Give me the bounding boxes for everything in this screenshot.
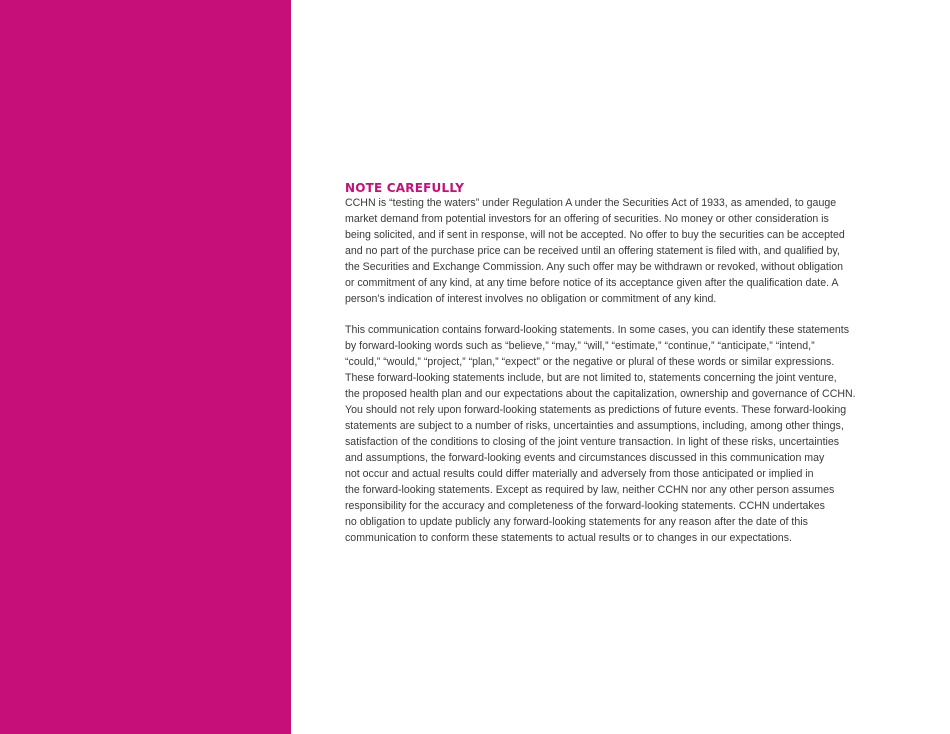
paragraph-forward-looking-statements: This communication contains forward-looking statements. In some cases, you can identify these statements by forward-looking words such as “believe,” “may,” “will,” “estimate,” “continue,” “anticipate,” “intend,” “could,” “would,” “project,” “plan,” “expect” or the negative or plural of these words or similar expressions. These forward-looking statements include, but are not limited to, statements concerning the joint venture, the proposed health plan and our expectations about the capitalization, ownership and governance of CCHN. You should not rely upon forward-looking statements as predictions of future events. These forward-looking statements are subject to a number of risks, uncertainties and assumptions, including, among other things, satisfaction of the conditions to closing of the joint venture transaction. In light of these risks, uncertainties and assumptions, the forward-looking events and circumstances discussed in this communication may not occur and actual results could differ materially and adversely from those anticipated or implied in the forward-looking statements. Except as required by law, neither CCHN nor any other person assumes responsibility for the accuracy and completeness of the forward-looking statements. CCHN undertakes no obligation to update publicly any forward-looking statements for any reason after the date of this communication to conform these statements to actual results or to changes in our expectations. bbox=[345, 324, 856, 544]
paragraph-testing-the-waters: CCHN is “testing the waters” under Regulation A under the Securities Act of 1933, as amended, to gauge market demand from potential investors for an offering of securities. No money or other consideration is being solicited, and if sent in response, will not be accepted. No offer to buy the securities can be accepted and no part of the purchase price can be received until an offering statement is filed with, and qualified by, the Securities and Exchange Commission. Any such offer may be withdrawn or revoked, without obligation or commitment of any kind, at any time before notice of its acceptance given after the qualification date. A person’s indication of interest involves no obligation or commitment of any kind. bbox=[345, 197, 845, 305]
heading-note-carefully: NOTE CAREFULLY bbox=[345, 181, 465, 195]
disclaimer-content bbox=[345, 181, 905, 547]
magenta-side-band bbox=[0, 0, 291, 734]
